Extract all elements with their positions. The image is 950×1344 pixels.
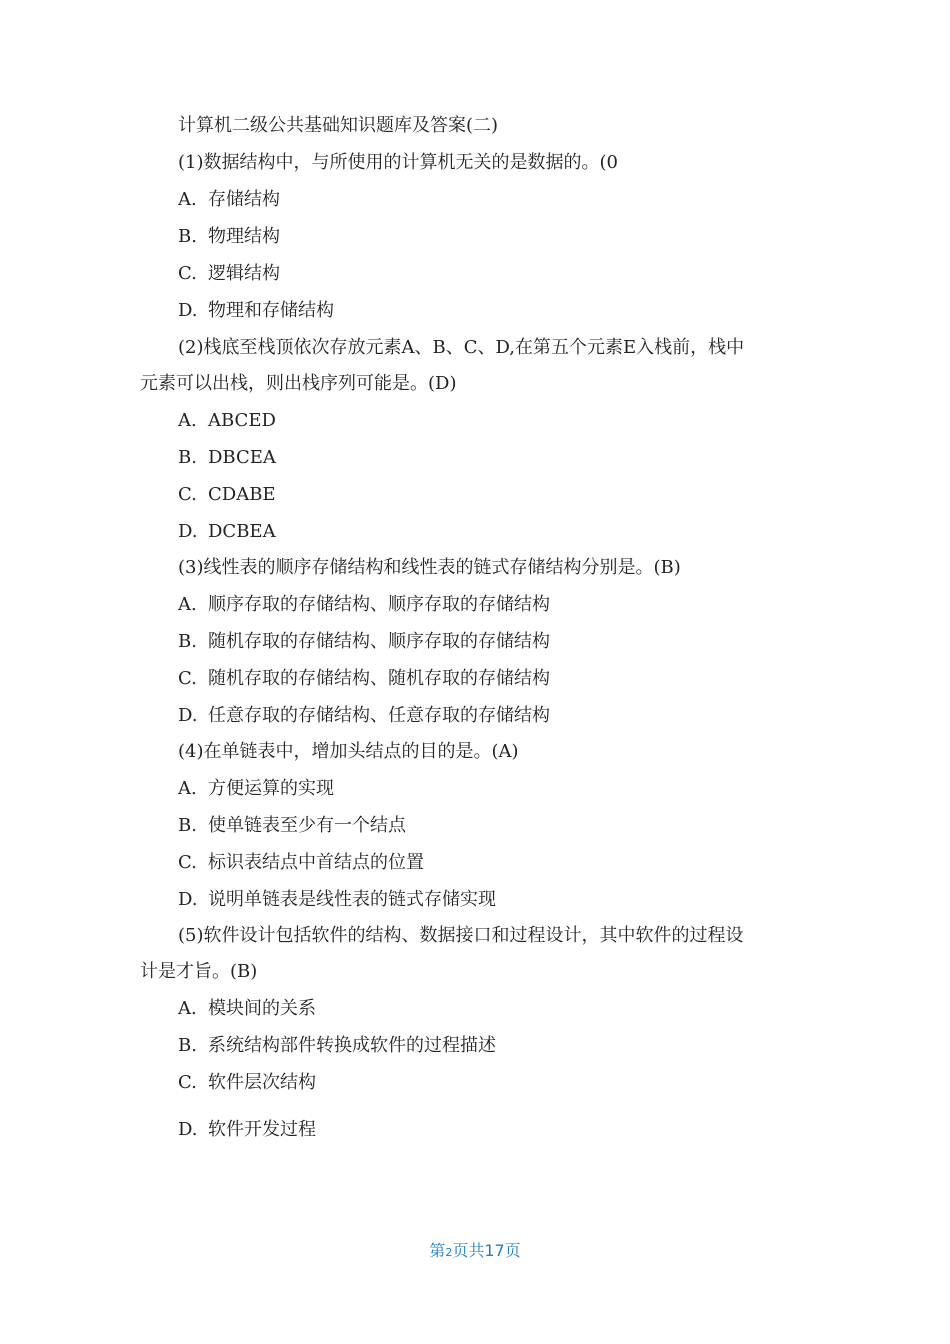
option-5d (178, 1118, 316, 1142)
option-1d (178, 299, 334, 323)
footer-suffix: 页 (504, 1241, 521, 1260)
option-text: 模块间的关系 (208, 998, 316, 1019)
option-3a (178, 593, 550, 617)
option-4d (178, 888, 496, 912)
option-text: ABCED (208, 410, 276, 431)
option-text: 物理结构 (208, 226, 280, 247)
option-label: D. (178, 1119, 198, 1140)
option-label: D. (178, 521, 198, 542)
option-text: 方便运算的实现 (208, 778, 334, 799)
option-5a (178, 997, 316, 1021)
footer-prefix: 第 (429, 1241, 446, 1260)
page-footer (0, 1238, 950, 1261)
option-text: 逻辑结构 (208, 263, 280, 284)
option-text: 软件开发过程 (208, 1119, 316, 1140)
option-label: C. (178, 852, 197, 873)
option-text: 标识表结点中首结点的位置 (208, 852, 424, 873)
question-1: (1)数据结构中，与所使用的计算机无关的是数据的。(0 (178, 152, 618, 173)
footer-middle: 页共 (452, 1241, 485, 1260)
question-4: (4)在单链表中，增加头结点的目的是。(A) (178, 741, 519, 762)
option-label: B. (178, 815, 197, 836)
option-2a (178, 409, 276, 433)
option-label: A. (178, 594, 197, 615)
question-2-line-2: 元素可以出栈，则出栈序列可能是。(D) (140, 373, 457, 394)
option-text: 使单链表至少有一个结点 (208, 815, 406, 836)
option-2c (178, 483, 276, 507)
option-2d (178, 520, 276, 544)
option-label: D. (178, 705, 198, 726)
question-5-line-2: 计是才旨。(B) (140, 961, 258, 982)
question-5-line-1: (5)软件设计包括软件的结构、数据接口和过程设计，其中软件的过程设 (178, 925, 744, 946)
option-text: 任意存取的存储结构、任意存取的存储结构 (208, 705, 550, 726)
question-3: (3)线性表的顺序存储结构和线性表的链式存储结构分别是。(B) (178, 557, 681, 578)
option-text: 系统结构部件转换成软件的过程描述 (208, 1035, 496, 1056)
option-3b (178, 630, 550, 654)
option-label: A. (178, 778, 197, 799)
option-label: C. (178, 668, 197, 689)
question-2-line-1: (2)栈底至栈顶依次存放元素A、B、C、D,在第五个元素E入栈前，栈中 (178, 337, 745, 358)
option-label: D. (178, 300, 198, 321)
option-label: A. (178, 410, 197, 431)
option-text: CDABE (208, 484, 276, 505)
option-text: 顺序存取的存储结构、顺序存取的存储结构 (208, 594, 550, 615)
option-text: 存储结构 (208, 189, 280, 210)
current-page-number: 2 (445, 1246, 453, 1259)
option-text: 说明单链表是线性表的链式存储实现 (208, 889, 496, 910)
option-4b (178, 814, 406, 838)
option-label: A. (178, 998, 197, 1019)
option-2b (178, 446, 276, 470)
option-4c (178, 851, 424, 875)
option-label: B. (178, 447, 197, 468)
option-label: C. (178, 484, 197, 505)
option-1b (178, 225, 280, 249)
option-text: DCBEA (208, 521, 276, 542)
option-5c (178, 1071, 316, 1095)
option-5b (178, 1034, 496, 1058)
option-3d (178, 704, 550, 728)
option-text: 随机存取的存储结构、随机存取的存储结构 (208, 668, 550, 689)
option-label: B. (178, 631, 197, 652)
total-page-count: 17 (484, 1241, 505, 1260)
option-text: 软件层次结构 (208, 1072, 316, 1093)
option-4a (178, 777, 334, 801)
option-1a (178, 188, 280, 212)
option-3c (178, 667, 550, 691)
option-label: C. (178, 1072, 197, 1093)
option-1c (178, 262, 280, 286)
option-text: 物理和存储结构 (208, 300, 334, 321)
option-text: 随机存取的存储结构、顺序存取的存储结构 (208, 631, 550, 652)
option-text: DBCEA (208, 447, 276, 468)
option-label: B. (178, 226, 197, 247)
option-label: A. (178, 189, 197, 210)
document-title: 计算机二级公共基础知识题库及答案(二) (178, 115, 499, 136)
option-label: D. (178, 889, 198, 910)
option-label: B. (178, 1035, 197, 1056)
option-label: C. (178, 263, 197, 284)
